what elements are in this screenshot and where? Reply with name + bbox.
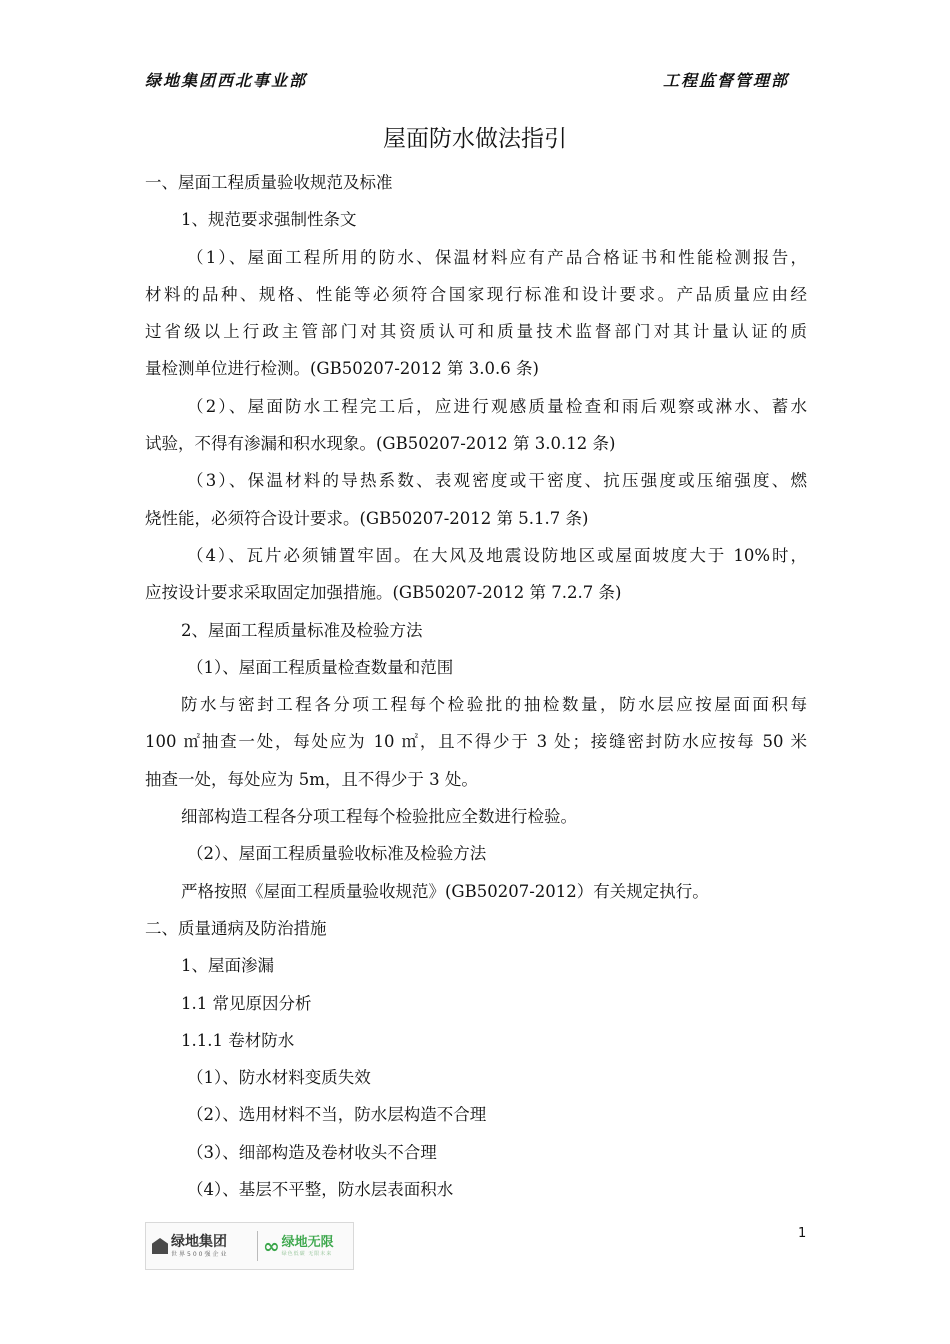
paragraph-line: 抽查一处，每处应为 5m，且不得少于 3 处。 xyxy=(145,769,478,789)
page-number: 1 xyxy=(798,1226,807,1241)
paragraph-line: 100 ㎡抽查一处，每处应为 10 ㎡，且不得少于 3 处；接缝密封防水应按每 50 米 xyxy=(145,732,807,752)
logo-left-sub: 世界500强企业 xyxy=(171,1250,229,1258)
subsection-heading: 1、屋面渗漏 xyxy=(181,956,274,976)
item-heading: （2）、屋面工程质量验收标准及检验方法 xyxy=(187,844,487,864)
paragraph-line: 应按设计要求采取固定加强措施。(GB50207-2012 第 7.2.7 条) xyxy=(145,583,622,603)
paragraph-line: 过省级以上行政主管部门对其资质认可和质量技术监督部门对其计量认证的质 xyxy=(145,322,807,342)
paragraph-line: 试验，不得有渗漏和积水现象。(GB50207-2012 第 3.0.12 条) xyxy=(145,434,616,454)
paragraph-line: 量检测单位进行检测。(GB50207-2012 第 3.0.6 条) xyxy=(145,359,539,379)
subsection-heading: 2、屋面工程质量标准及检验方法 xyxy=(181,620,423,640)
greenland-group-logo xyxy=(146,1234,252,1259)
logo-right-name: 绿地无限 xyxy=(281,1234,334,1250)
list-item: （4）、基层不平整，防水层表面积水 xyxy=(187,1180,454,1200)
paragraph-line: （4）、瓦片必须铺置牢固。在大风及地震设防地区或屋面坡度大于 10%时， xyxy=(187,545,807,565)
logo-left-name: 绿地集团 xyxy=(171,1233,227,1250)
paragraph-line: 材料的品种、规格、性能等必须符合国家现行标准和设计要求。产品质量应由经 xyxy=(145,284,807,304)
greenland-infinity-logo xyxy=(263,1235,334,1258)
paragraph-line: 烧性能，必须符合设计要求。(GB50207-2012 第 5.1.7 条) xyxy=(145,508,589,528)
paragraph-line: （3）、保温材料的导热系数、表观密度或干密度、抗压强度或压缩强度、燃 xyxy=(187,471,807,491)
header-department: 工程监督管理部 xyxy=(663,71,790,90)
section-heading: 一、屋面工程质量验收规范及标准 xyxy=(145,173,393,192)
paragraph-line: 严格按照《屋面工程质量验收规范》(GB50207-2012）有关规定执行。 xyxy=(181,881,709,901)
subsection-heading: 1.1 常见原因分析 xyxy=(181,993,312,1013)
paragraph-line: （1）、屋面工程所用的防水、保温材料应有产品合格证书和性能检测报告， xyxy=(187,247,807,267)
list-item: （2）、选用材料不当，防水层构造不合理 xyxy=(187,1105,487,1125)
paragraph-line: 细部构造工程各分项工程每个检验批应全数进行检验。 xyxy=(181,807,577,827)
header-company: 绿地集团西北事业部 xyxy=(145,71,308,90)
subsection-heading: 1、规范要求强制性条文 xyxy=(181,210,357,230)
paragraph-line: （2）、屋面防水工程完工后，应进行观感质量检查和雨后观察或淋水、蓄水 xyxy=(187,396,807,416)
house-icon xyxy=(152,1238,168,1254)
document-body xyxy=(145,164,807,1208)
paragraph-line: 防水与密封工程各分项工程每个检验批的抽检数量，防水层应按屋面面积每 xyxy=(181,695,807,715)
infinity-icon: ∞ xyxy=(263,1234,280,1258)
document-title: 屋面防水做法指引 xyxy=(383,126,567,152)
list-item: （3）、细部构造及卷材收头不合理 xyxy=(187,1142,437,1162)
section-heading: 二、质量通病及防治措施 xyxy=(145,918,327,938)
item-heading: （1）、屋面工程质量检查数量和范围 xyxy=(187,657,454,677)
subsection-heading: 1.1.1 卷材防水 xyxy=(181,1030,295,1050)
footer-logo xyxy=(145,1222,354,1270)
list-item: （1）、防水材料变质失效 xyxy=(187,1068,371,1088)
logo-divider xyxy=(257,1231,258,1261)
logo-right-sub: 绿色低碳 无限未来 xyxy=(281,1250,333,1257)
